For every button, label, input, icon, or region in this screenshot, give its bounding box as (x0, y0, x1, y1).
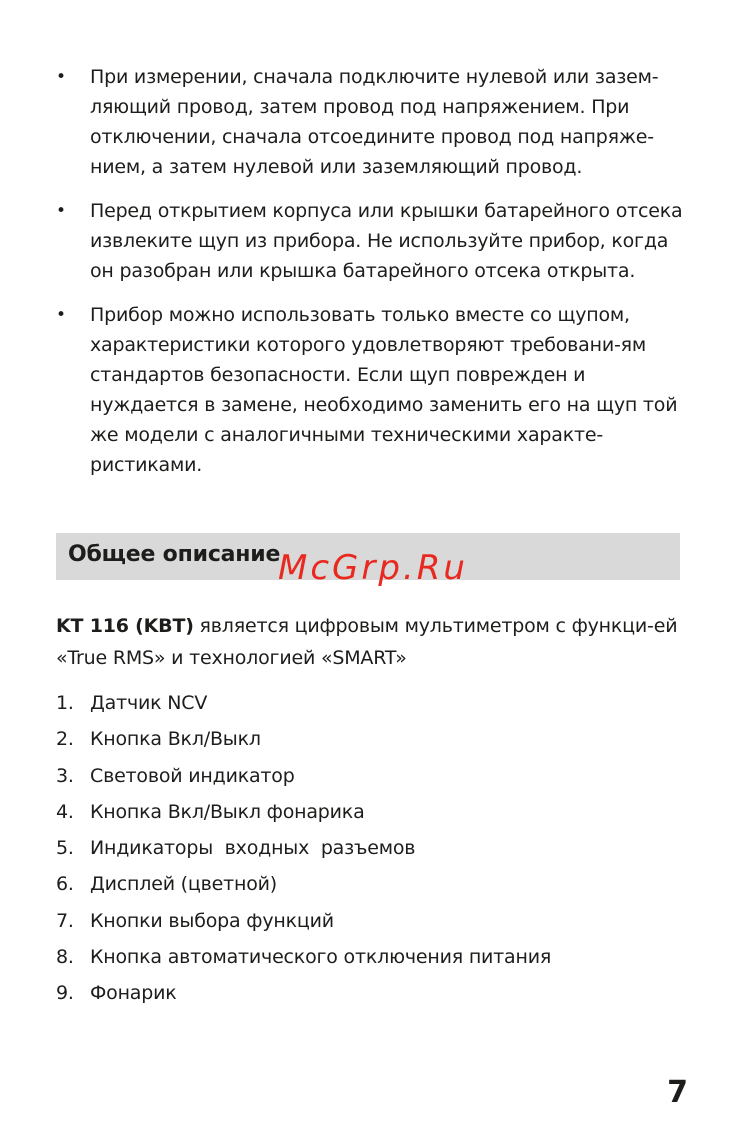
item-label: Кнопка Вкл/Выкл фонарика (90, 800, 365, 823)
bullet-mark: • (56, 67, 66, 87)
item-label: Датчик NCV (90, 692, 208, 714)
list-item (56, 761, 696, 797)
list-item (56, 688, 696, 724)
item-label: Фонарик (90, 982, 177, 1005)
item-label: Дисплей (цветной) (90, 873, 277, 896)
item-label: Кнопки выбора функций (90, 909, 334, 932)
item-number: 1. (56, 692, 74, 714)
list-item (56, 906, 696, 942)
item-number: 3. (56, 764, 74, 787)
list-item (56, 978, 696, 1014)
item-number: 2. (56, 728, 74, 751)
list-item (56, 869, 696, 905)
bullet-item (56, 300, 696, 480)
item-number: 9. (56, 982, 74, 1005)
bullet-text: Перед открытием корпуса или крышки батарейного отсека извлеките щуп из прибора. Не используйте прибор, когда он разобран или крышка батарейного отсека открыта. (90, 200, 683, 282)
bullet-item (56, 196, 696, 286)
section-title: Общее описание (68, 542, 281, 567)
intro-paragraph (56, 610, 696, 674)
item-number: 6. (56, 873, 74, 896)
bullet-item (56, 62, 696, 182)
list-item (56, 797, 696, 833)
watermark-text: McGrp.Ru (278, 548, 468, 588)
item-label: Индикаторы входных разъемов (90, 837, 416, 860)
bullet-text: При измерении, сначала подключите нулевой или зазем-ляющий провод, затем провод под напряжением. При отключении, сначала отсоедините провод под напряже-нием, а затем нулевой или заземляющий провод. (90, 66, 659, 178)
list-item (56, 942, 696, 978)
item-number: 5. (56, 837, 74, 860)
item-number: 4. (56, 800, 74, 823)
bullet-text: Прибор можно использовать только вместе со щупом, характеристики которого удовлетворяют требовани-ям стандартов безопасности. Если щуп поврежден и нуждается в замене, необходимо заменить его на щуп той же модели с аналогичными техническими характе-ристиками. (90, 304, 678, 476)
safety-bullet-list (56, 62, 696, 494)
intro-text: является цифровым мультиметром с функци-ей «True RMS» и технологией «SMART» (56, 615, 678, 669)
bullet-mark: • (56, 201, 66, 221)
list-item (56, 724, 696, 760)
item-number: 7. (56, 909, 74, 932)
bullet-mark: • (56, 305, 66, 325)
list-item (56, 833, 696, 869)
model-name: KT 116 (KBT) (56, 615, 194, 637)
item-label: Кнопка Вкл/Выкл (90, 728, 261, 751)
components-list (56, 688, 696, 1015)
item-number: 8. (56, 946, 74, 969)
item-label: Кнопка автоматического отключения питания (90, 946, 552, 969)
item-label: Световой индикатор (90, 764, 295, 787)
page-number: 7 (667, 1075, 688, 1110)
